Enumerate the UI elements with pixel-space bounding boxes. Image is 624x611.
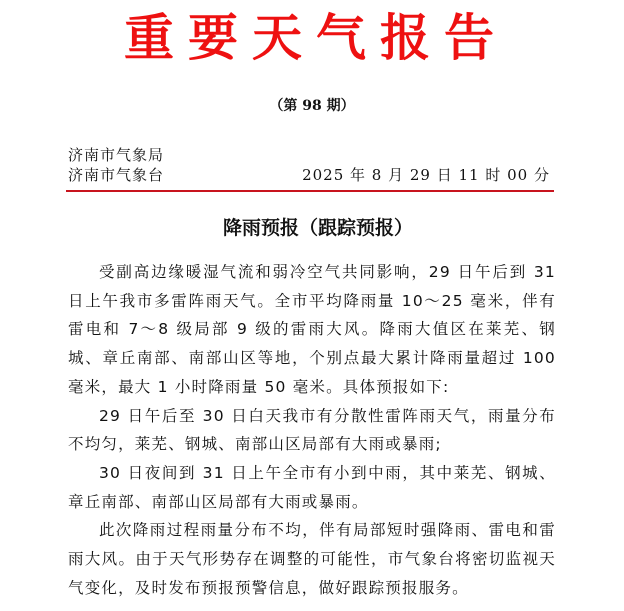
- report-body: [68, 258, 556, 602]
- issue-datetime: 2025 年 8 月 29 日 11 时 00 分: [302, 166, 550, 184]
- paragraph-forecast-day1: 29 日午后至 30 日白天我市有分散性雷阵雨天气，雨量分布不均匀，莱芜、钢城、南部山区局部有大雨或暴雨;: [68, 406, 556, 454]
- paragraph-forecast-day2: 30 日夜间到 31 日上午全市有小到中雨，其中莱芜、钢城、章丘南部、南部山区局部有大雨或暴雨。: [68, 463, 556, 511]
- paragraph-summary: 此次降雨过程雨量分布不均，伴有局部短时强降雨、雷电和雷雨大风。由于天气形势存在调整的可能性，市气象台将密切监视天气变化，及时发布预报预警信息，做好跟踪预报服务。: [68, 521, 556, 597]
- header-divider: [66, 190, 554, 192]
- issuer-observatory: 济南市气象台: [68, 166, 165, 184]
- report-title: 重要天气报告: [124, 8, 508, 67]
- section-heading: 降雨预报（跟踪预报）: [222, 217, 413, 239]
- issue-number: （第 98 期）: [269, 98, 355, 114]
- paragraph-overview: 受副高边缘暖湿气流和弱冷空气共同影响，29 日午后到 31 日上午我市多雷阵雨天气。全市平均降雨量 10～25 毫米，伴有雷电和 7～8 级局部 9 级的雷雨大风。降雨大值区在莱芜、钢城、章丘南部、南部山区等地，个别点最大累计降雨量超过 100 毫米，最大 1 小时降雨量 50 毫米。具体预报如下:: [68, 263, 556, 396]
- issuer-bureau: 济南市气象局: [68, 146, 165, 164]
